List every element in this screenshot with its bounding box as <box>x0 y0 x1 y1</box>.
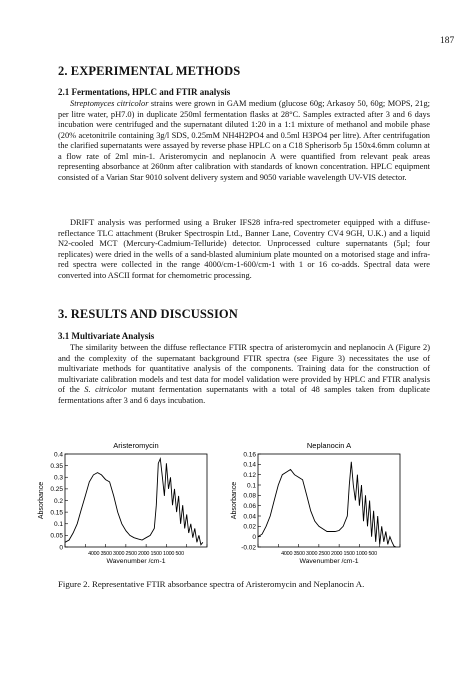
section-heading-experimental: 2. EXPERIMENTAL METHODS <box>58 64 241 78</box>
x-tick-labels: 4000 3500 3000 2500 2000 1500 1000 500 <box>281 551 377 557</box>
y-tick-label: 0.04 <box>243 513 256 521</box>
y-tick-label: 0.25 <box>50 486 63 494</box>
y-tick-label: 0.4 <box>53 451 63 459</box>
paragraph-drift <box>58 218 430 281</box>
paragraph-multivariate-text-a: The similarity between the diffuse reflectance FTIR spectra of aristeromycin and neplanocin A (Figure 2) and the complexity of the supernatant background FTIR spectra (see Figure 3) necessitates the use of multivariate methods for quantitative analysis of the components. Training data for the construction of multivariate calibration models and test data for model validation were provided by HPLC and FTIR analysis of the <box>58 343 430 394</box>
paragraph-multivariate-text-b: mutant fermentation supernatants with a total of 48 samples taken from duplicate fermentations after 3 and 6 days incubation. <box>58 385 430 405</box>
section-heading-results: 3. RESULTS AND DISCUSSION <box>58 307 238 321</box>
y-axis-label: Absorbance <box>231 481 238 520</box>
figure-caption: Figure 2. Representative FTIR absorbance spectra of Aristeromycin and Neplanocin A. <box>58 579 365 589</box>
plot-frame <box>65 454 207 547</box>
chart-title: Aristeromycin <box>113 441 159 450</box>
spectrum-line <box>65 459 203 545</box>
page-number: 187 <box>440 36 455 46</box>
subsection-heading-multivariate: 3.1 Multivariate Analysis <box>58 331 155 341</box>
y-tick-label: 0.3 <box>53 474 63 482</box>
chart-neplanocin <box>231 441 400 565</box>
y-tick-label: 0.15 <box>50 509 63 517</box>
chart-title: Neplanocin A <box>306 441 352 450</box>
y-tick-label: 0.14 <box>243 461 256 469</box>
figure-2-charts <box>40 438 440 578</box>
paragraph-italic-organism: S. citricolor <box>84 385 127 394</box>
y-tick-label: 0 <box>59 544 63 552</box>
paragraph-italic-species: Streptomyces citricolor <box>70 99 149 108</box>
y-tick-label: 0.16 <box>243 451 256 459</box>
x-tick-labels: 4000 3500 3000 2500 2000 1500 1000 500 <box>88 551 184 557</box>
y-tick-label: 0.06 <box>243 502 256 510</box>
y-tick-label: 0.02 <box>243 523 256 531</box>
x-axis-label: Wavenumber /cm-1 <box>299 558 359 565</box>
paragraph-drift-text: DRIFT analysis was performed using a Bruker IFS28 infra-red spectrometer equipped with a diffuse-reflectance TLC attachment (Bruker Spectrospin Ltd., Banner Lane, Coventry CV4 9GH, U.K.) and a liquid N2-cooled MCT (Mercury-Cadmium-Telluride) detector. Unprocessed culture supernatants (5µl; four replicates) were dried in the wells of a sand-blasted aluminium plate mounted on a motorised stage and infra-red spectra were collected in the range 4000/cm-1-600/cm-1 with 1 or 16 co-adds. Spectral data were converted into ASCII format for chemometric processing. <box>58 218 430 280</box>
x-axis-label: Wavenumber /cm-1 <box>106 558 166 565</box>
y-tick-label: 0.08 <box>243 492 256 500</box>
chart-aristeromycin <box>38 441 207 565</box>
y-tick-label: 0.1 <box>53 521 63 529</box>
y-axis-label: Absorbance <box>38 481 45 520</box>
y-tick-label: 0.12 <box>243 471 256 479</box>
paragraph-multivariate <box>58 343 430 406</box>
paragraph-fermentations <box>58 99 430 183</box>
subsection-heading-fermentations: 2.1 Fermentations, HPLC and FTIR analysis <box>58 87 231 97</box>
y-tick-label: 0.1 <box>246 482 256 490</box>
y-tick-label: 0.05 <box>50 532 63 540</box>
spectrum-line <box>258 462 396 547</box>
y-tick-label: 0.35 <box>50 462 63 470</box>
paragraph-fermentations-text: strains were grown in GAM medium (glucose 60g; Arkasoy 50, 60g; MOPS, 21g; per litre water, pH7.0) in duplicate 250ml fermentation flasks at 28°C. Samples extracted after 3 and 6 days incubation were centrifuged and the supernatant diluted 1:20 in a 1:1 mixture of methanol and mobile phase (20% acetonitrile containing 3g/l SDS, 0.25mM NH4H2PO4 and 0.5ml H3PO4 per litre). After centrifugation the clarified supernatants were assayed by reverse phase HPLC on a C18 Spherisorb 5µ 150x4.6mm column at a flow rate of 2ml min-1. Aristeromycin and neplanocin A were quantified from relevant peak areas representing absorbance at 260nm after calibration with standards of known concentration. HPLC equipment consisted of a Varian Star 9010 solvent delivery system and 9050 variable wavelength UV-VIS detector. <box>58 99 430 182</box>
y-tick-label: 0 <box>252 533 256 541</box>
y-tick-label: -0.02 <box>241 544 256 552</box>
y-tick-label: 0.2 <box>53 497 63 505</box>
